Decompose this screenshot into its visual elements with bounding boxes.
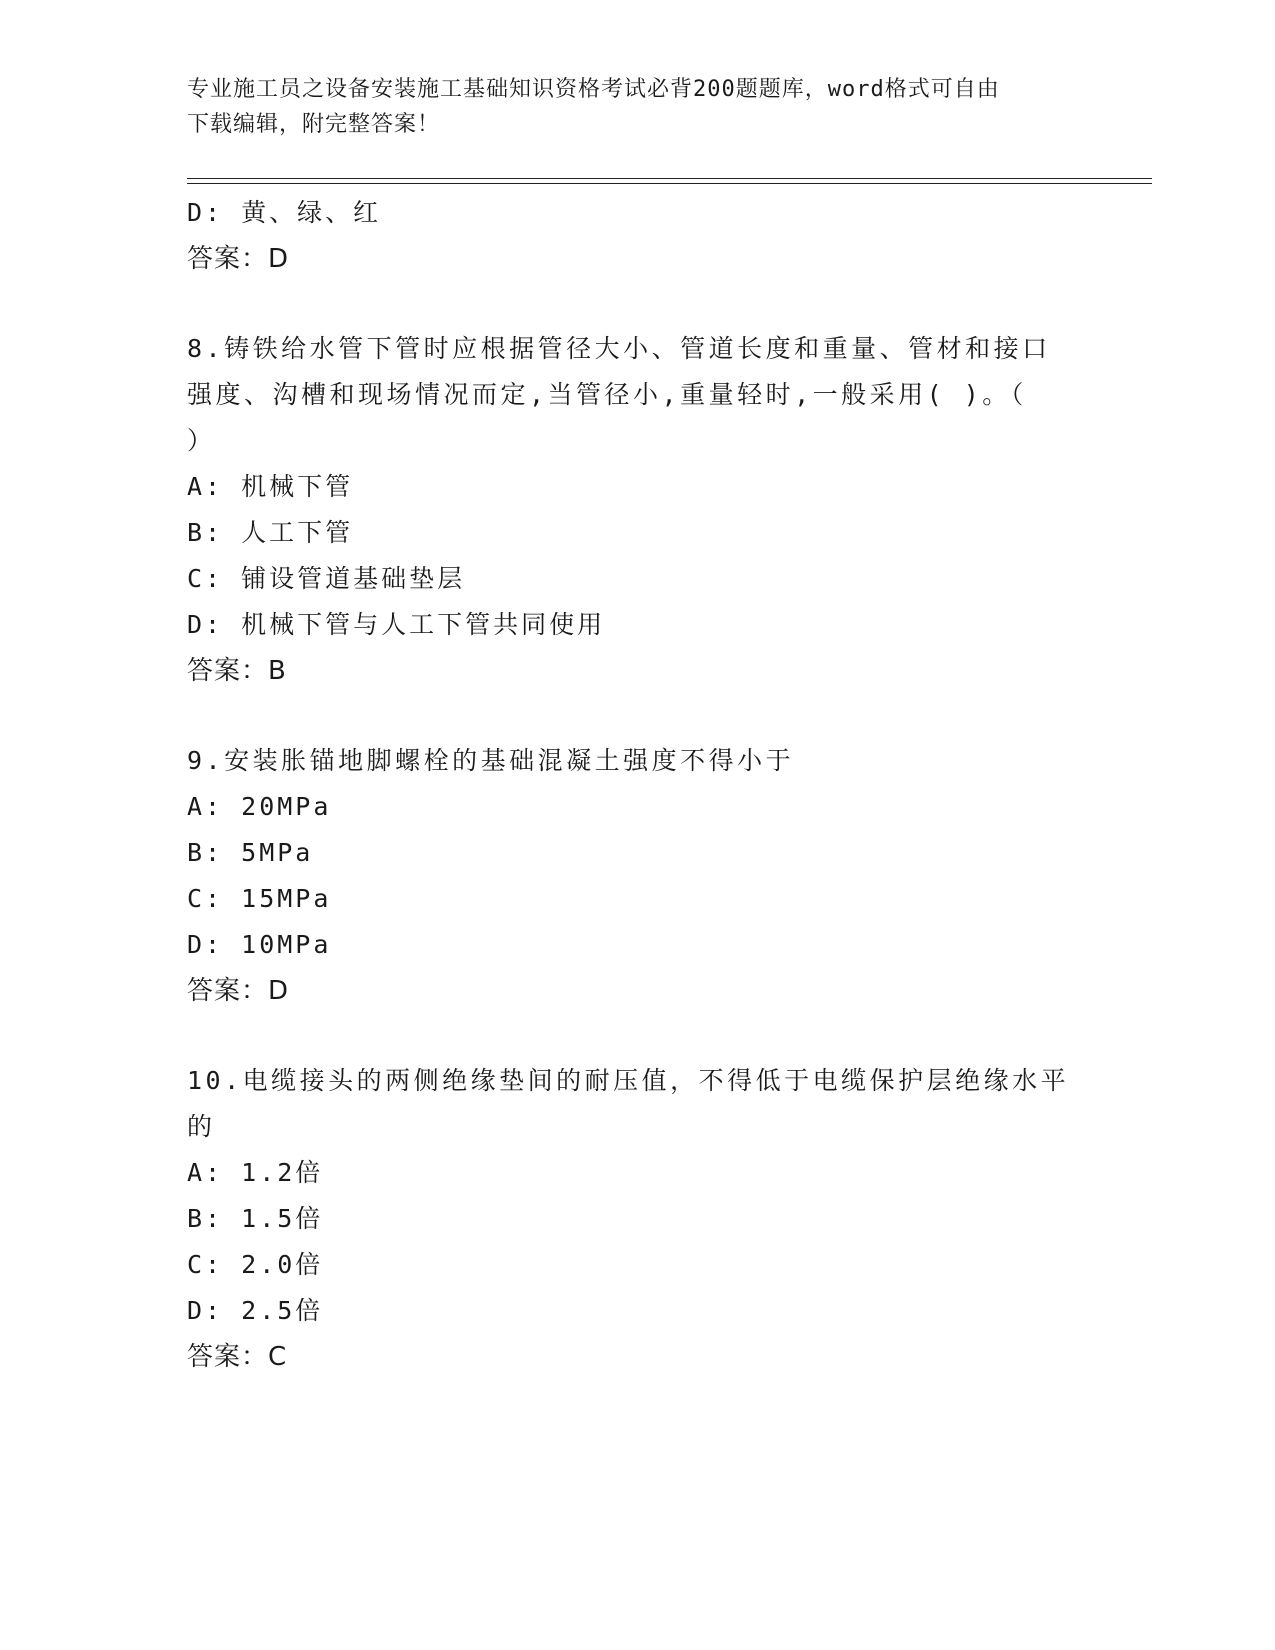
option-c: C: 15MPa <box>187 884 332 913</box>
question-10 <box>187 1058 1087 1380</box>
answer: 答案：D <box>187 976 290 1006</box>
question-text-line: 8.铸铁给水管下管时应根据管径大小、管道长度和重量、管材和接口 <box>187 334 1051 363</box>
option-b: B: 1.5倍 <box>187 1204 324 1233</box>
question-text-line: ） <box>187 426 216 455</box>
previous-question-tail <box>187 190 1087 282</box>
option-b: B: 人工下管 <box>187 518 354 547</box>
option-b: B: 5MPa <box>187 838 314 867</box>
option-d: D: 机械下管与人工下管共同使用 <box>187 610 606 639</box>
question-text-line: 9.安装胀锚地脚螺栓的基础混凝土强度不得小于 <box>187 746 795 775</box>
option-a: A: 1.2倍 <box>187 1158 324 1187</box>
header-divider-bottom <box>187 183 1152 184</box>
document-body <box>187 190 1087 1380</box>
option-a: A: 机械下管 <box>187 472 354 501</box>
question-8 <box>187 326 1087 694</box>
option-d: D: 10MPa <box>187 930 332 959</box>
spacer <box>187 282 1087 326</box>
option-d: D: 黄、绿、红 <box>187 198 382 227</box>
option-d: D: 2.5倍 <box>187 1296 324 1325</box>
document-header <box>187 72 1077 142</box>
header-line-1: 专业施工员之设备安装施工基础知识资格考试必背200题题库，word格式可自由 <box>187 77 1000 102</box>
header-line-2: 下载编辑，附完整答案！ <box>187 112 441 137</box>
answer: 答案：B <box>187 656 287 686</box>
option-c: C: 2.0倍 <box>187 1250 324 1279</box>
spacer <box>187 1014 1087 1058</box>
spacer <box>187 694 1087 738</box>
header-divider-top <box>187 178 1152 179</box>
answer: 答案：D <box>187 244 290 274</box>
question-9 <box>187 738 1087 1014</box>
option-a: A: 20MPa <box>187 792 332 821</box>
question-text-line: 的 <box>187 1112 216 1141</box>
option-c: C: 铺设管道基础垫层 <box>187 564 466 593</box>
question-text-line: 10.电缆接头的两侧绝缘垫间的耐压值，不得低于电缆保护层绝缘水平 <box>187 1066 1070 1095</box>
answer: 答案：C <box>187 1342 288 1372</box>
question-text-line: 强度、沟槽和现场情况而定,当管径小,重量轻时,一般采用( )。（ <box>187 380 1027 409</box>
